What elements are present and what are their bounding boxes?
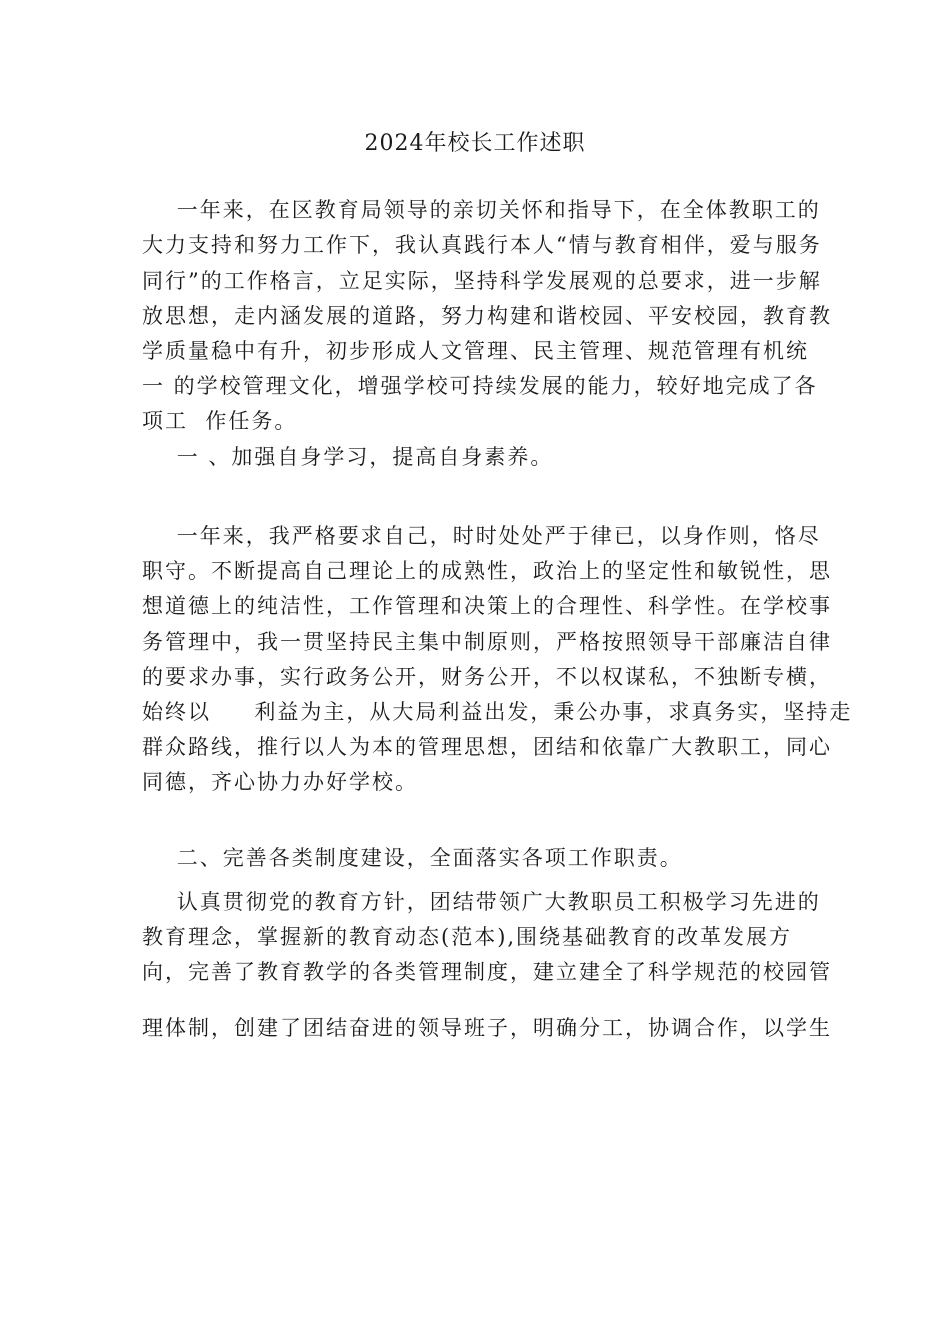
text-line: 一 的学校管理文化，增强学校可持续发展的能力，较好地完成了各	[142, 374, 818, 398]
text-line: 向，完善了教育教学的各类管理制度，建立建全了科学规范的校园管	[142, 960, 832, 984]
text-line: 同行”的工作格言，立足实际，坚持科学发展观的总要求，进一步解	[142, 269, 822, 293]
section-heading-2: 二、完善各类制度建设，全面落实各项工作职责。	[142, 846, 683, 870]
text-line: 群众路线，推行以人为本的管理思想，团结和依靠广大教职工，同心	[142, 735, 832, 759]
text-line: 一年来，我严格要求自己，时时处处严于律已，以身作则，恪尽	[142, 524, 821, 548]
text-line: 理体制，创建了团结奋进的领导班子，明确分工，协调合作，以学生	[142, 1016, 832, 1040]
text-line: 学质量稳中有升，初步形成人文管理、民主管理、规范管理有机统	[142, 339, 809, 363]
text-line: 始终以 利益为主，从大局利益出发，秉公办事，求真务实，坚持走	[142, 700, 853, 724]
document-title: 2024年校长工作述职	[364, 131, 586, 156]
text-line: 的要求办事，实行政务公开，财务公开，不以权谋私，不独断专横，	[142, 665, 832, 689]
text-line: 一年来，在区教育局领导的亲切关怀和指导下，在全体教职工的	[142, 198, 821, 222]
text-line: 想道德上的纯洁性，工作管理和决策上的合理性、科学性。在学校事	[142, 594, 832, 618]
text-line: 教育理念，掌握新的教育动态(范本),围绕基础教育的改革发展方	[142, 925, 793, 949]
text-line: 放思想，走内涵发展的道路，努力构建和谐校园、平安校园，教育教	[142, 304, 832, 328]
text-line: 项工 作任务。	[142, 409, 298, 433]
text-line: 同德，齐心协力办好学校。	[142, 770, 418, 794]
text-line: 务管理中，我一贯坚持民主集中制原则，严格按照领导干部廉洁自律	[142, 630, 832, 654]
section-heading-1: 一 、加强自身学习，提高自身素养。	[142, 445, 554, 469]
text-line: 认真贯彻党的教育方针，团结带领广大教职员工积极学习先进的	[142, 890, 821, 914]
text-line: 职守。不断提高自己理论上的成熟性，政治上的坚定性和敏锐性，思	[142, 559, 832, 583]
text-line: 大力支持和努力工作下，我认真践行本人“情与教育相伴，爱与服务	[142, 233, 822, 257]
